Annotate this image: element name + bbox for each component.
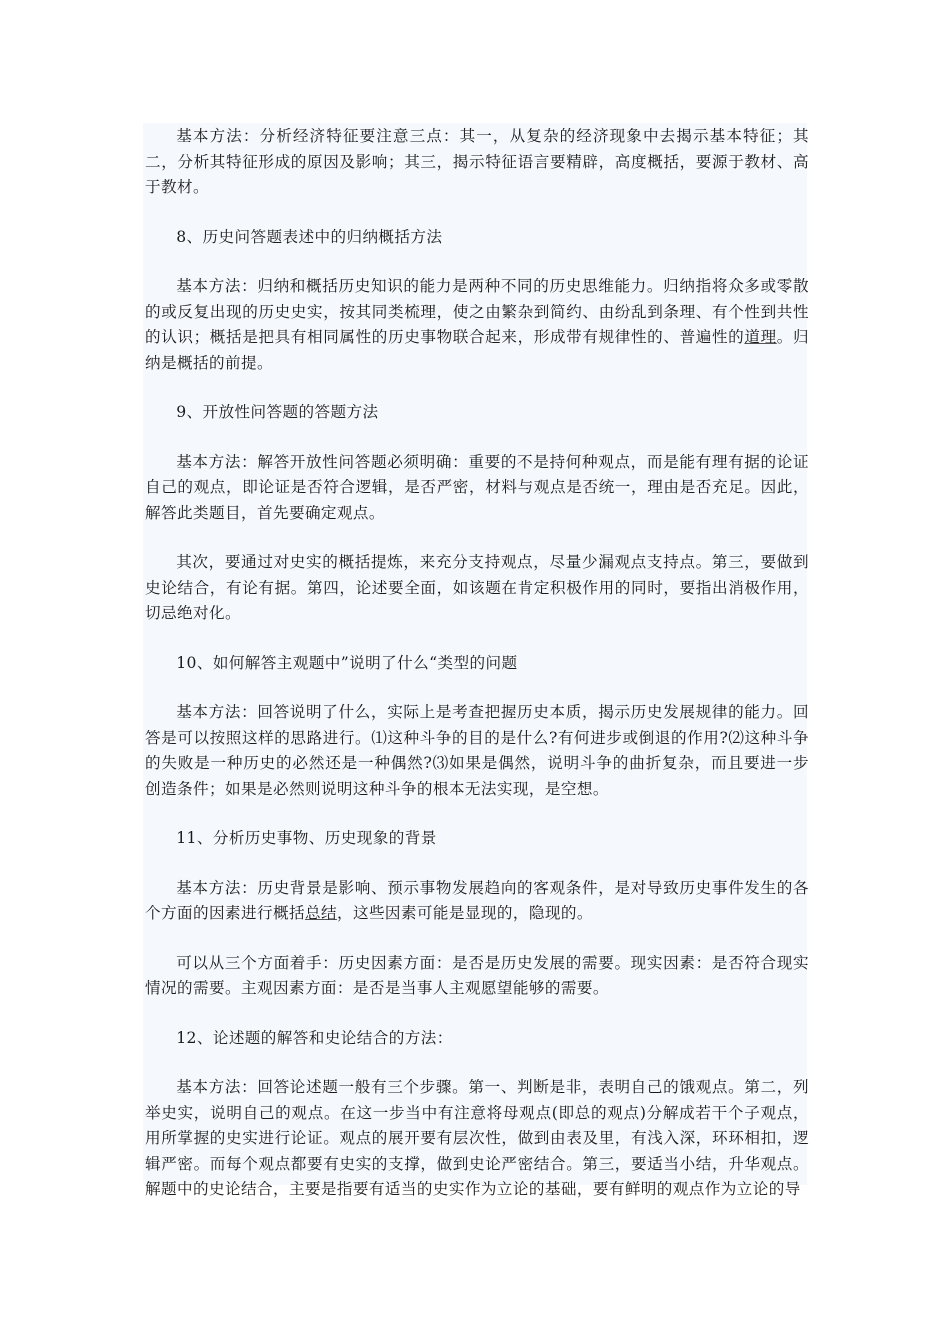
heading-9: 9、开放性问答题的答题方法 — [176, 403, 379, 421]
heading-11: 11、分析历史事物、历史现象的背景 — [176, 829, 437, 847]
paragraph-12: 基本方法：回答论述题一般有三个步骤。第一、判断是非，表明自己的饿观点。第二，列举史实，说明自己的观点。在这一步当中有注意将母观点(即总的观点)分解成若干个子观点，用所掌握的史实进行论证。观点的展开要有层次性，做到由表及里，有浅入深，环环相扣，逻辑严密。而每个观点都要有史实的支撑，做到史论严密结合。第三，要适当小结，升华观点。解题中的史论结合，主要是指要有适当的史实作为立论的基础，要有鲜明的观点作为立论的导 — [145, 1078, 809, 1198]
paragraph-10: 基本方法：回答说明了什么，实际上是考查把握历史本质，揭示历史发展规律的能力。回答是可以按照这样的思路进行。⑴这种斗争的目的是什么?有何进步或倒退的作用?⑵这种斗争的失败是一种历史的必然还是一种偶然?⑶如果是偶然，说明斗争的曲折复杂，而且要进一步创造条件；如果是必然则说明这种斗争的根本无法实现，是空想。 — [145, 703, 809, 798]
paragraph-9a: 基本方法：解答开放性问答题必须明确：重要的不是持何种观点，而是能有理有据的论证自己的观点，即论证是否符合逻辑，是否严密，材料与观点是否统一，理由是否充足。因此，解答此类题目，首先要确定观点。 — [145, 452, 809, 522]
paragraph-11b: 可以从三个方面着手：历史因素方面：是否是历史发展的需要。现实因素：是否符合现实情况的需要。主观因素方面：是否是当事人主观愿望能够的需要。 — [145, 953, 809, 997]
paragraph-11a-tail: ，这些因素可能是显现的，隐现的。 — [336, 904, 593, 922]
link-daoli[interactable]: 道理 — [744, 328, 777, 346]
article-body — [145, 124, 809, 1203]
link-zongjie[interactable]: 总结 — [304, 904, 337, 922]
paragraph-11a — [145, 876, 809, 927]
heading-8: 8、历史问答题表述中的归纳概括方法 — [176, 227, 443, 246]
paragraph-9b: 其次，要通过对史实的概括提炼，来充分支持观点，尽量少漏观点支持点。第三，要做到史论结合，有论有据。第四，论述要全面，如该题在肯定积极作用的同时，要指出消极作用，切忌绝对化。 — [145, 553, 809, 622]
paragraph-8-text: 基本方法：归纳和概括历史知识的能力是两种不同的历史思维能力。归纳指将众多或零散的或反复出现的历史史实，按其同类梳理，使之由繁杂到简约、由纷乱到条理、有个性到共性的认识；概括是把具有相同属性的历史事物联合起来，形成带有规律性的、普遍性的 — [145, 277, 809, 346]
heading-12: 12、论述题的解答和史论结合的方法： — [176, 1028, 453, 1047]
paragraph-economic-features: 基本方法：分析经济特征要注意三点：其一，从复杂的经济现象中去揭示基本特征；其二，分析其特征形成的原因及影响；其三，揭示特征语言要精辟，高度概括，要源于教材、高于教材。 — [145, 127, 809, 196]
paragraph-8-tail: 。归纳是概括的前提。 — [145, 328, 809, 372]
paragraph-8 — [145, 274, 809, 376]
heading-10: 10、如何解答主观题中”说明了什么“类型的问题 — [176, 653, 518, 672]
paragraph-11a-text: 基本方法：历史背景是影响、预示事物发展趋向的客观条件，是对导致历史事件发生的各个方面的因素进行概括 — [145, 878, 809, 922]
